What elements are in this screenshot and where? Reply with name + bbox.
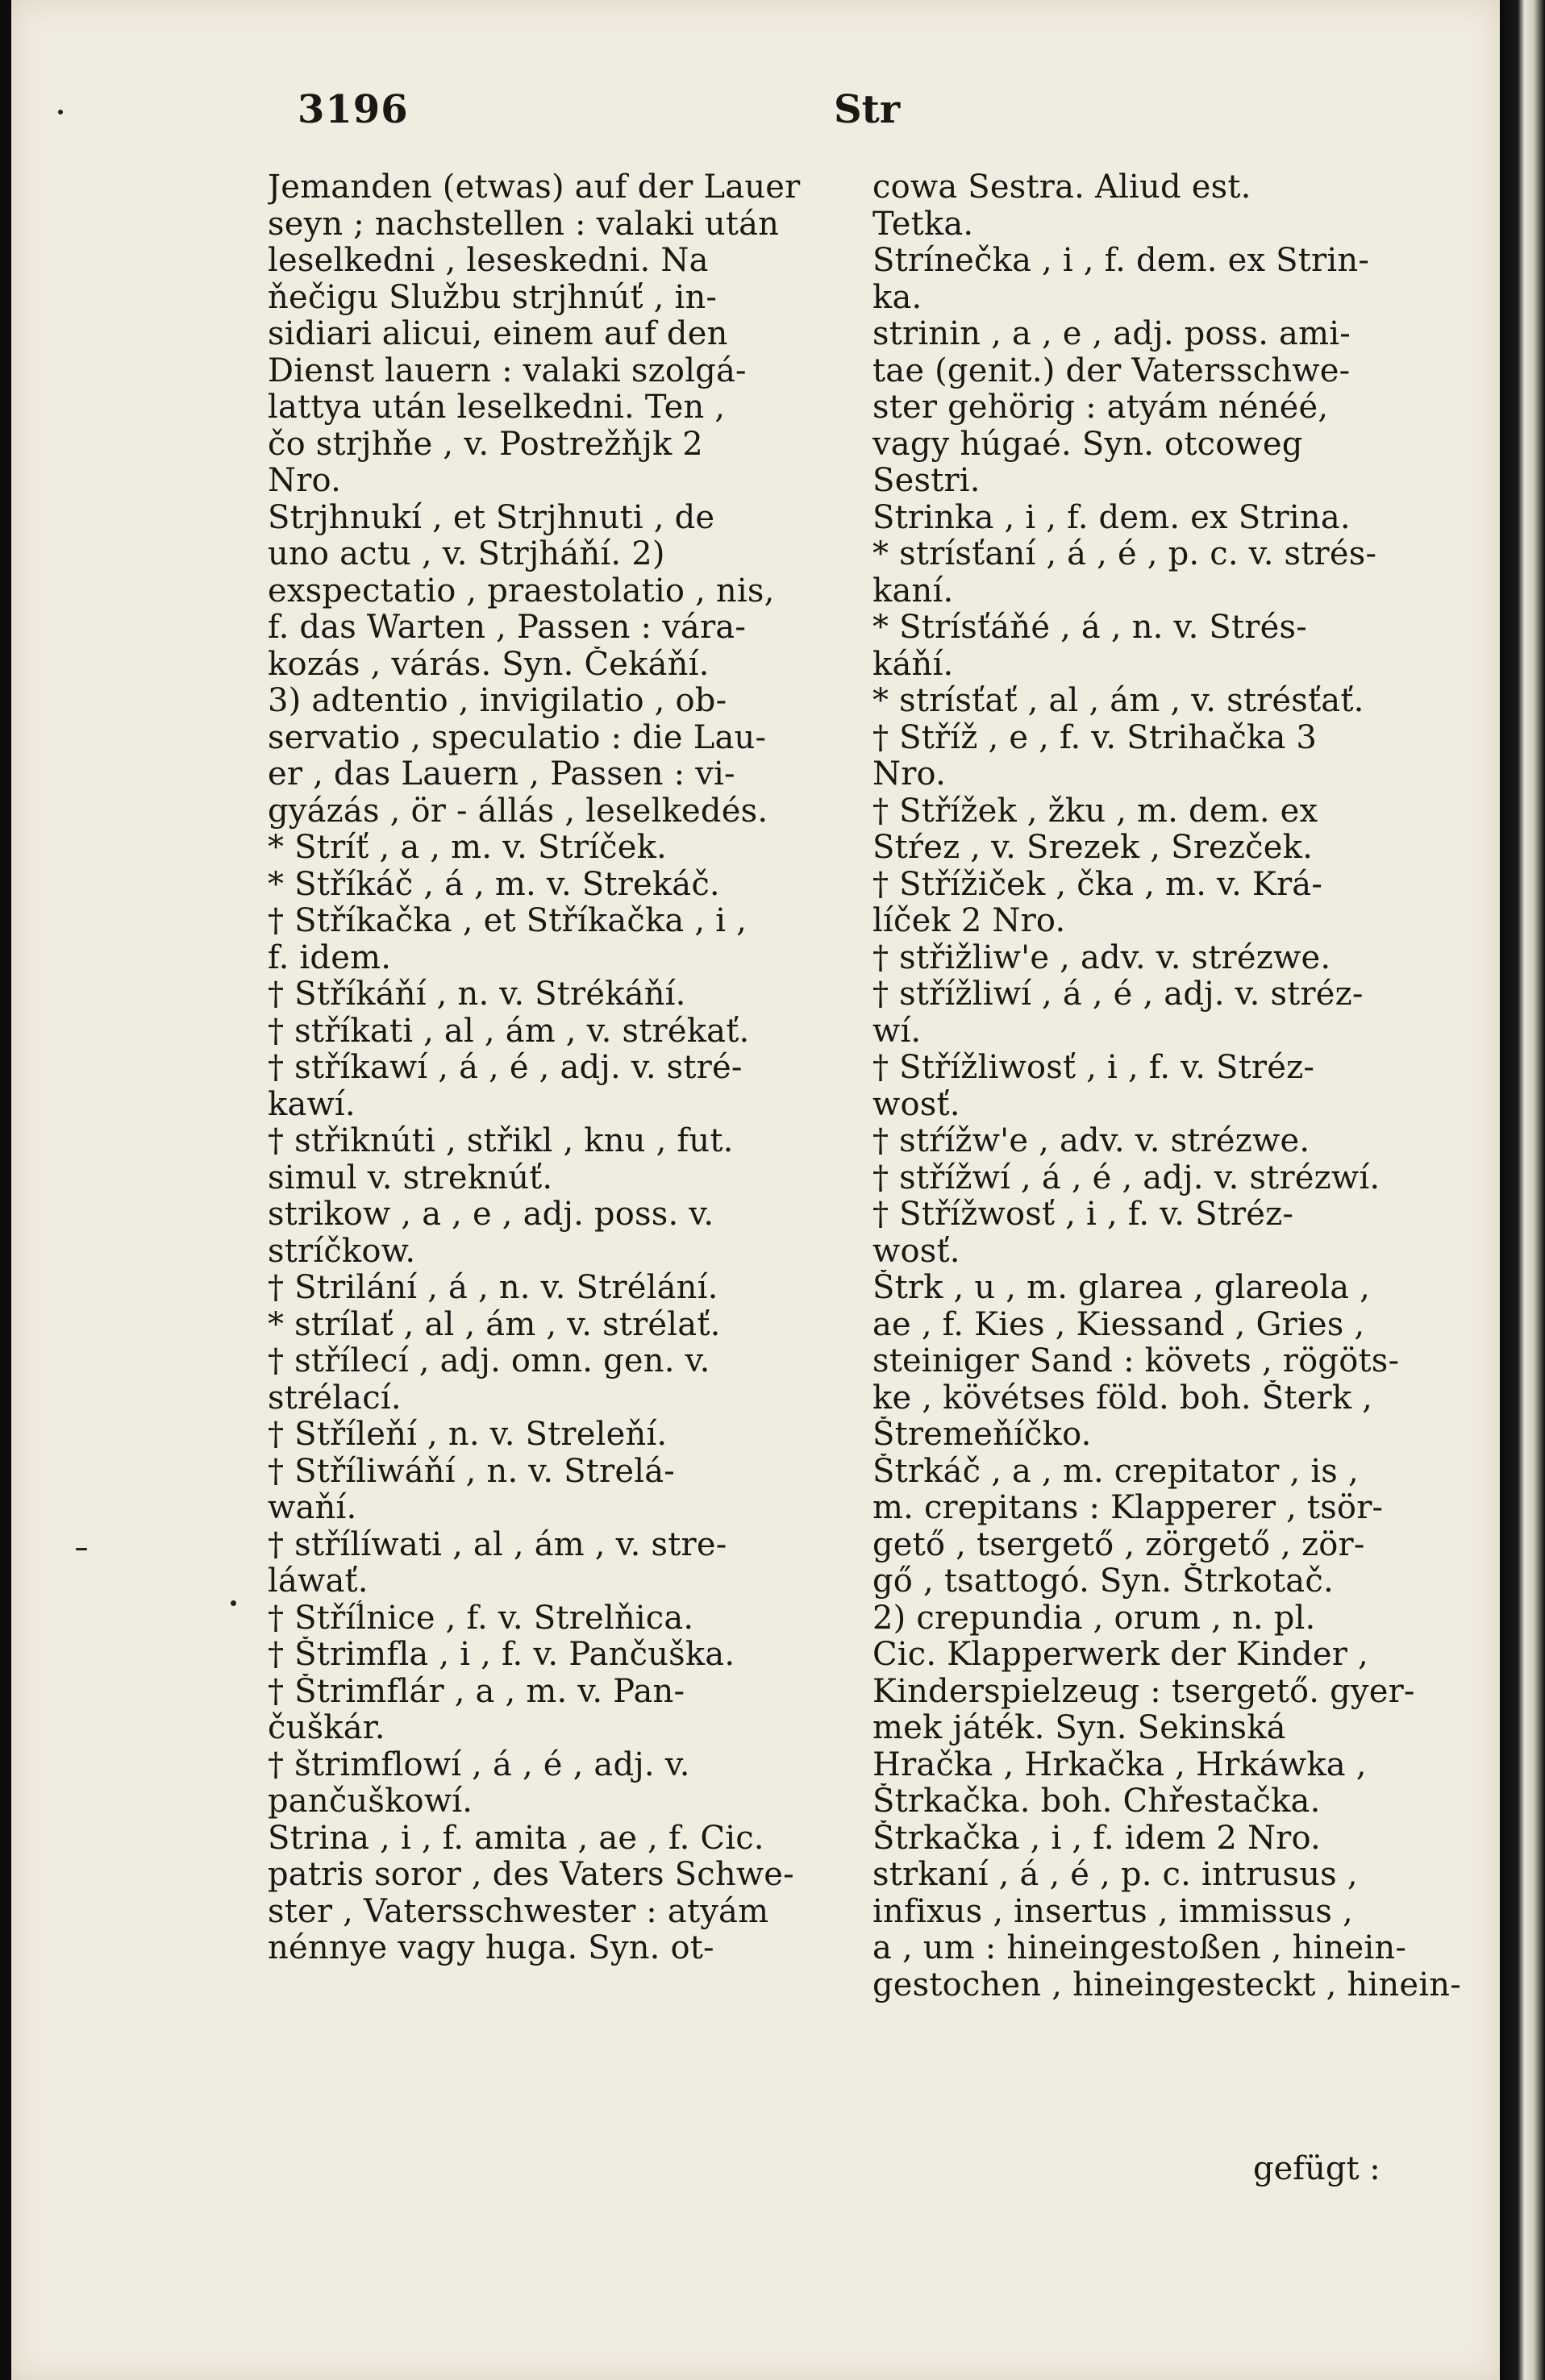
entry-line: nénnye vagy huga. Syn. ot- xyxy=(268,1930,714,1966)
entry-line: uno actu , v. Strjháňí. 2) xyxy=(268,536,665,572)
entry-line: Štrk , u , m. glarea , glareola , xyxy=(872,1270,1371,1306)
entry-line: exspectatio , praestolatio , nis, xyxy=(268,572,775,610)
entry-line: Štrkačka. boh. Chřestačka. xyxy=(872,1783,1321,1820)
entry-line: * Stríť , a , m. v. Stríček. xyxy=(268,830,667,866)
entry-line: Štrkáč , a , m. crepitator , is , xyxy=(872,1453,1359,1490)
entry-line: leselkedni , leseskedni. Na xyxy=(268,243,709,279)
entry-line: Štrkačka , i , f. idem 2 Nro. xyxy=(872,1820,1321,1857)
entry-line: † Stříž , e , f. v. Strihačka 3 xyxy=(872,719,1318,756)
entry-line: * Stříkáč , á , m. v. Strekáč. xyxy=(268,866,720,903)
entry-line: Strínečka , i , f. dem. ex Strin- xyxy=(872,243,1370,279)
dictionary-page xyxy=(11,0,1500,2380)
page-number: 3196 xyxy=(298,87,409,132)
entry-line: kawí. xyxy=(268,1086,356,1123)
entry-line: čuškár. xyxy=(268,1710,385,1746)
entry-line: † střížliwí , á , é , adj. v. stréz- xyxy=(872,976,1364,1013)
entry-line: pančuškowí. xyxy=(268,1783,473,1820)
entry-line: † střiknúti , střikl , knu , fut. xyxy=(268,1123,734,1159)
entry-line: † Střížek , žku , m. dem. ex xyxy=(872,793,1318,830)
entry-line: ka. xyxy=(872,279,922,316)
entry-line: strélací. xyxy=(268,1379,402,1417)
entry-line: servatio , speculatio : die Lau- xyxy=(268,719,767,756)
entry-line: Strinka , i , f. dem. ex Strina. xyxy=(872,499,1351,536)
entry-line: steiniger Sand : követs , rögöts- xyxy=(872,1343,1400,1379)
entry-line: † Stříkáňí , n. v. Strékáňí. xyxy=(268,976,686,1013)
left-column xyxy=(268,169,852,1967)
ink-speck xyxy=(76,1548,87,1550)
entry-line: * strílať , al , ám , v. strélať. xyxy=(268,1306,721,1343)
entry-line: kaní. xyxy=(872,572,954,610)
entry-line: † Štrimfla , i , f. v. Pančuška. xyxy=(268,1637,735,1673)
entry-line: † stŕížw'e , adv. v. strézwe. xyxy=(872,1123,1310,1159)
entry-line: cowa Sestra. Aliud est. xyxy=(872,169,1251,206)
entry-line: stríčkow. xyxy=(268,1233,416,1270)
book-spine-edge xyxy=(1500,0,1545,2380)
entry-line: strkaní , á , é , p. c. intrusus , xyxy=(872,1857,1358,1893)
entry-line: tae (genit.) der Vatersschwe- xyxy=(872,352,1351,389)
entry-line: † střílecí , adj. omn. gen. v. xyxy=(268,1343,710,1379)
continuation-line: gefügt : xyxy=(1253,2150,1381,2187)
entry-line: Nro. xyxy=(268,463,342,499)
entry-line: ae , f. Kies , Kiessand , Gries , xyxy=(872,1306,1365,1343)
entry-line: vagy húgaé. Syn. otcoweg xyxy=(872,426,1303,463)
entry-line: † Stříkačka , et Stříkačka , i , xyxy=(268,903,748,939)
entry-line: ňečigu Službu strjhnúť , in- xyxy=(268,279,718,316)
ink-speck xyxy=(58,110,63,114)
entry-line: lattya után leselkedni. Ten , xyxy=(268,389,726,426)
entry-line: Dienst lauern : valaki szolgá- xyxy=(268,352,747,389)
entry-line: infixus , insertus , immissus , xyxy=(872,1893,1353,1930)
entry-line: † Střížwosť , i , f. v. Stréz- xyxy=(872,1196,1294,1233)
entry-line: ster , Vatersschwester : atyám xyxy=(268,1893,769,1930)
entry-line: Hračka , Hrkačka , Hrkáwka , xyxy=(872,1746,1367,1783)
entry-line: * Strísťáňé , á , n. v. Strés- xyxy=(872,610,1307,646)
entry-line: Kinderspielzeug : tsergető. gyer- xyxy=(872,1673,1415,1710)
entry-line: f. das Warten , Passen : vára- xyxy=(268,610,747,646)
right-column xyxy=(872,169,1465,2003)
page-header xyxy=(298,87,1491,144)
entry-line: † Strilání , á , n. v. Strélání. xyxy=(268,1270,718,1306)
entry-line: † stříkati , al , ám , v. strékať. xyxy=(268,1013,750,1050)
entry-line: Nro. xyxy=(872,756,947,793)
entry-line: gő , tsattogó. Syn. Štrkotač. xyxy=(872,1563,1334,1600)
entry-line: patris soror , des Vaters Schwe- xyxy=(268,1857,794,1893)
entry-line: mek játék. Syn. Sekinská xyxy=(872,1710,1286,1746)
entry-line: Stŕez , v. Srezek , Srezček. xyxy=(872,830,1313,866)
entry-line: m. crepitans : Klapperer , tsör- xyxy=(872,1490,1384,1526)
entry-line: † Štrimflár , a , m. v. Pan- xyxy=(268,1673,685,1710)
entry-line: † stříkawí , á , é , adj. v. stré- xyxy=(268,1050,743,1086)
entry-line: a , um : hineingestoßen , hinein- xyxy=(872,1930,1407,1966)
running-head: Str xyxy=(834,87,901,132)
entry-line: gyázás , ör - állás , leselkedés. xyxy=(268,793,768,830)
entry-line: Jemanden (etwas) auf der Lauer xyxy=(268,169,801,206)
entry-line: simul v. streknúť. xyxy=(268,1159,553,1196)
entry-line: † Stříleňí , n. v. Streleňí. xyxy=(268,1417,668,1453)
entry-line: † Stříĺnice , f. v. Strelňica. xyxy=(268,1600,694,1637)
entry-line: seyn ; nachstellen : valaki után xyxy=(268,206,780,243)
entry-line: wosť. xyxy=(872,1086,960,1123)
entry-line: * strísťať , al , ám , v. strésťať. xyxy=(872,683,1364,719)
entry-line: 3) adtentio , invigilatio , ob- xyxy=(268,683,727,719)
entry-line: f. idem. xyxy=(268,939,392,976)
entry-line: ke , kövétses föld. boh. Šterk , xyxy=(872,1379,1373,1417)
entry-line: er , das Lauern , Passen : vi- xyxy=(268,756,735,793)
entry-line: Sestri. xyxy=(872,463,981,499)
entry-line: † Střížiček , čka , m. v. Krá- xyxy=(872,866,1323,903)
entry-line: čo strjhňe , v. Postrežňjk 2 xyxy=(268,426,703,463)
entry-line: Cic. Klapperwerk der Kinder , xyxy=(872,1637,1368,1673)
entry-line: ster gehörig : atyám nénéé, xyxy=(872,389,1329,426)
entry-line: Strjhnukí , et Strjhnuti , de xyxy=(268,499,715,536)
ink-speck xyxy=(231,1600,236,1606)
entry-line: wí. xyxy=(872,1013,922,1050)
entry-line: sidiari alicui, einem auf den xyxy=(268,316,728,352)
entry-line: † střížwí , á , é , adj. v. strézwí. xyxy=(872,1159,1381,1196)
entry-line: Štremeňíčko. xyxy=(872,1417,1092,1453)
entry-line: kozás , várás. Syn. Čekáňí. xyxy=(268,646,710,683)
entry-line: † střižliw'e , adv. v. strézwe. xyxy=(872,939,1331,976)
entry-line: gestochen , hineingesteckt , hinein- xyxy=(872,1966,1461,2003)
entry-line: gető , tsergető , zörgető , zör- xyxy=(872,1526,1365,1563)
entry-line: waňí. xyxy=(268,1490,357,1526)
entry-line: láwať. xyxy=(268,1563,369,1600)
entry-line: káňí. xyxy=(872,646,954,683)
entry-line: † Stříliwáňí , n. v. Strelá- xyxy=(268,1453,675,1490)
entry-line: † štrimflowí , á , é , adj. v. xyxy=(268,1746,690,1783)
entry-line: líček 2 Nro. xyxy=(872,903,1066,939)
entry-line: strikow , a , e , adj. poss. v. xyxy=(268,1196,714,1233)
entry-line: Strina , i , f. amita , ae , f. Cic. xyxy=(268,1820,764,1857)
entry-line: † střílíwati , al , ám , v. stre- xyxy=(268,1526,727,1563)
entry-line: † Střížliwosť , i , f. v. Stréz- xyxy=(872,1050,1315,1086)
entry-line: Tetka. xyxy=(872,206,974,243)
entry-line: * strísťaní , á , é , p. c. v. strés- xyxy=(872,536,1377,572)
entry-line: wosť. xyxy=(872,1233,960,1270)
entry-line: 2) crepundia , orum , n. pl. xyxy=(872,1600,1316,1637)
entry-line: strinin , a , e , adj. poss. ami- xyxy=(872,316,1351,352)
